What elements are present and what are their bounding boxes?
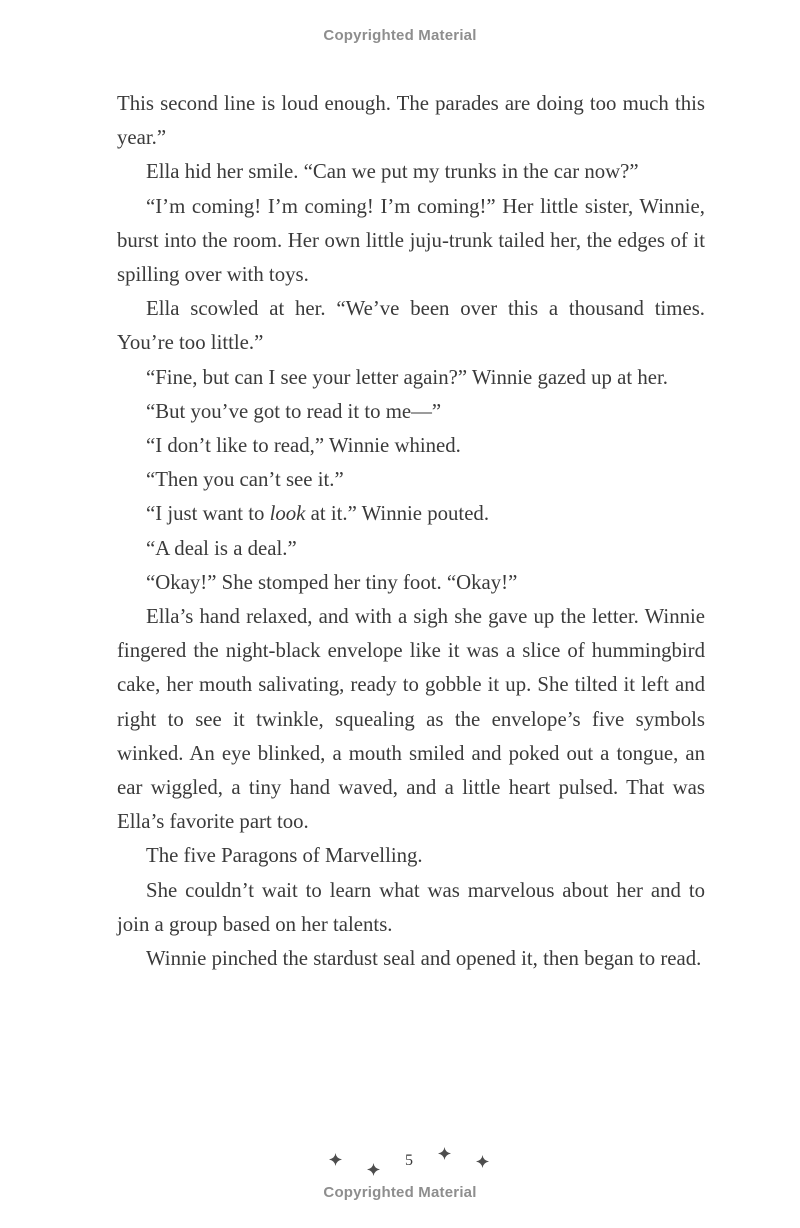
paragraph: “Then you can’t see it.” [146,468,344,492]
copyright-notice-top: Copyrighted Material [323,27,477,44]
copyright-notice-bottom: Copyrighted Material [323,1184,477,1201]
paragraph: Ella’s hand relaxed, and with a sigh she gave up the letter. Winnie fingered the night-black envelope like it was a slice of hummingbird cake, her mouth salivating, ready to gobble it up. She tilted it left and right to see it twinkle, squealing as the envelope’s five symbols winked. An eye blinked, a mouth smiled and poked out a tongue, an ear wiggled, a tiny hand waved, and a little heart pulsed. That was Ella’s favorite part too. [117,605,705,834]
paragraph: “I’m coming! I’m coming! I’m coming!” Her little sister, Winnie, burst into the room. Her own little juju-trunk tailed her, the edges of it spilling over with toys. [117,194,705,287]
italic-text: look [269,502,306,526]
page-number: 5 [405,1152,413,1169]
four-pointed-sparkle-icon [476,1155,489,1168]
paragraph: This second line is loud enough. The parades are doing too much this year.” [117,92,705,150]
paragraph: “A deal is a deal.” [146,536,297,560]
paragraph: “But you’ve got to read it to me—” [146,399,442,423]
paragraph: Ella hid her smile. “Can we put my trunks in the car now?” [146,160,639,184]
paragraph: The five Paragons of Marvelling. [146,844,423,868]
paragraph: “Okay!” She stomped her tiny foot. “Okay!” [146,570,518,594]
paragraph: “I just want to look at it.” Winnie pouted. [146,502,490,526]
paragraph: “Fine, but can I see your letter again?” Winnie gazed up at her. [146,365,668,389]
paragraph: “I don’t like to read,” Winnie whined. [146,434,461,458]
four-pointed-sparkle-icon [438,1147,451,1160]
four-pointed-sparkle-icon [329,1153,342,1166]
paragraph: She couldn’t wait to learn what was marvelous about her and to join a group based on her talents. [117,878,705,936]
footer-ornament [0,1144,800,1178]
page-body-text [117,87,705,976]
four-pointed-sparkle-icon [367,1163,380,1176]
paragraph: Ella scowled at her. “We’ve been over this a thousand times. You’re too little.” [117,297,705,355]
paragraph: Winnie pinched the stardust seal and opened it, then began to read. [146,947,702,971]
